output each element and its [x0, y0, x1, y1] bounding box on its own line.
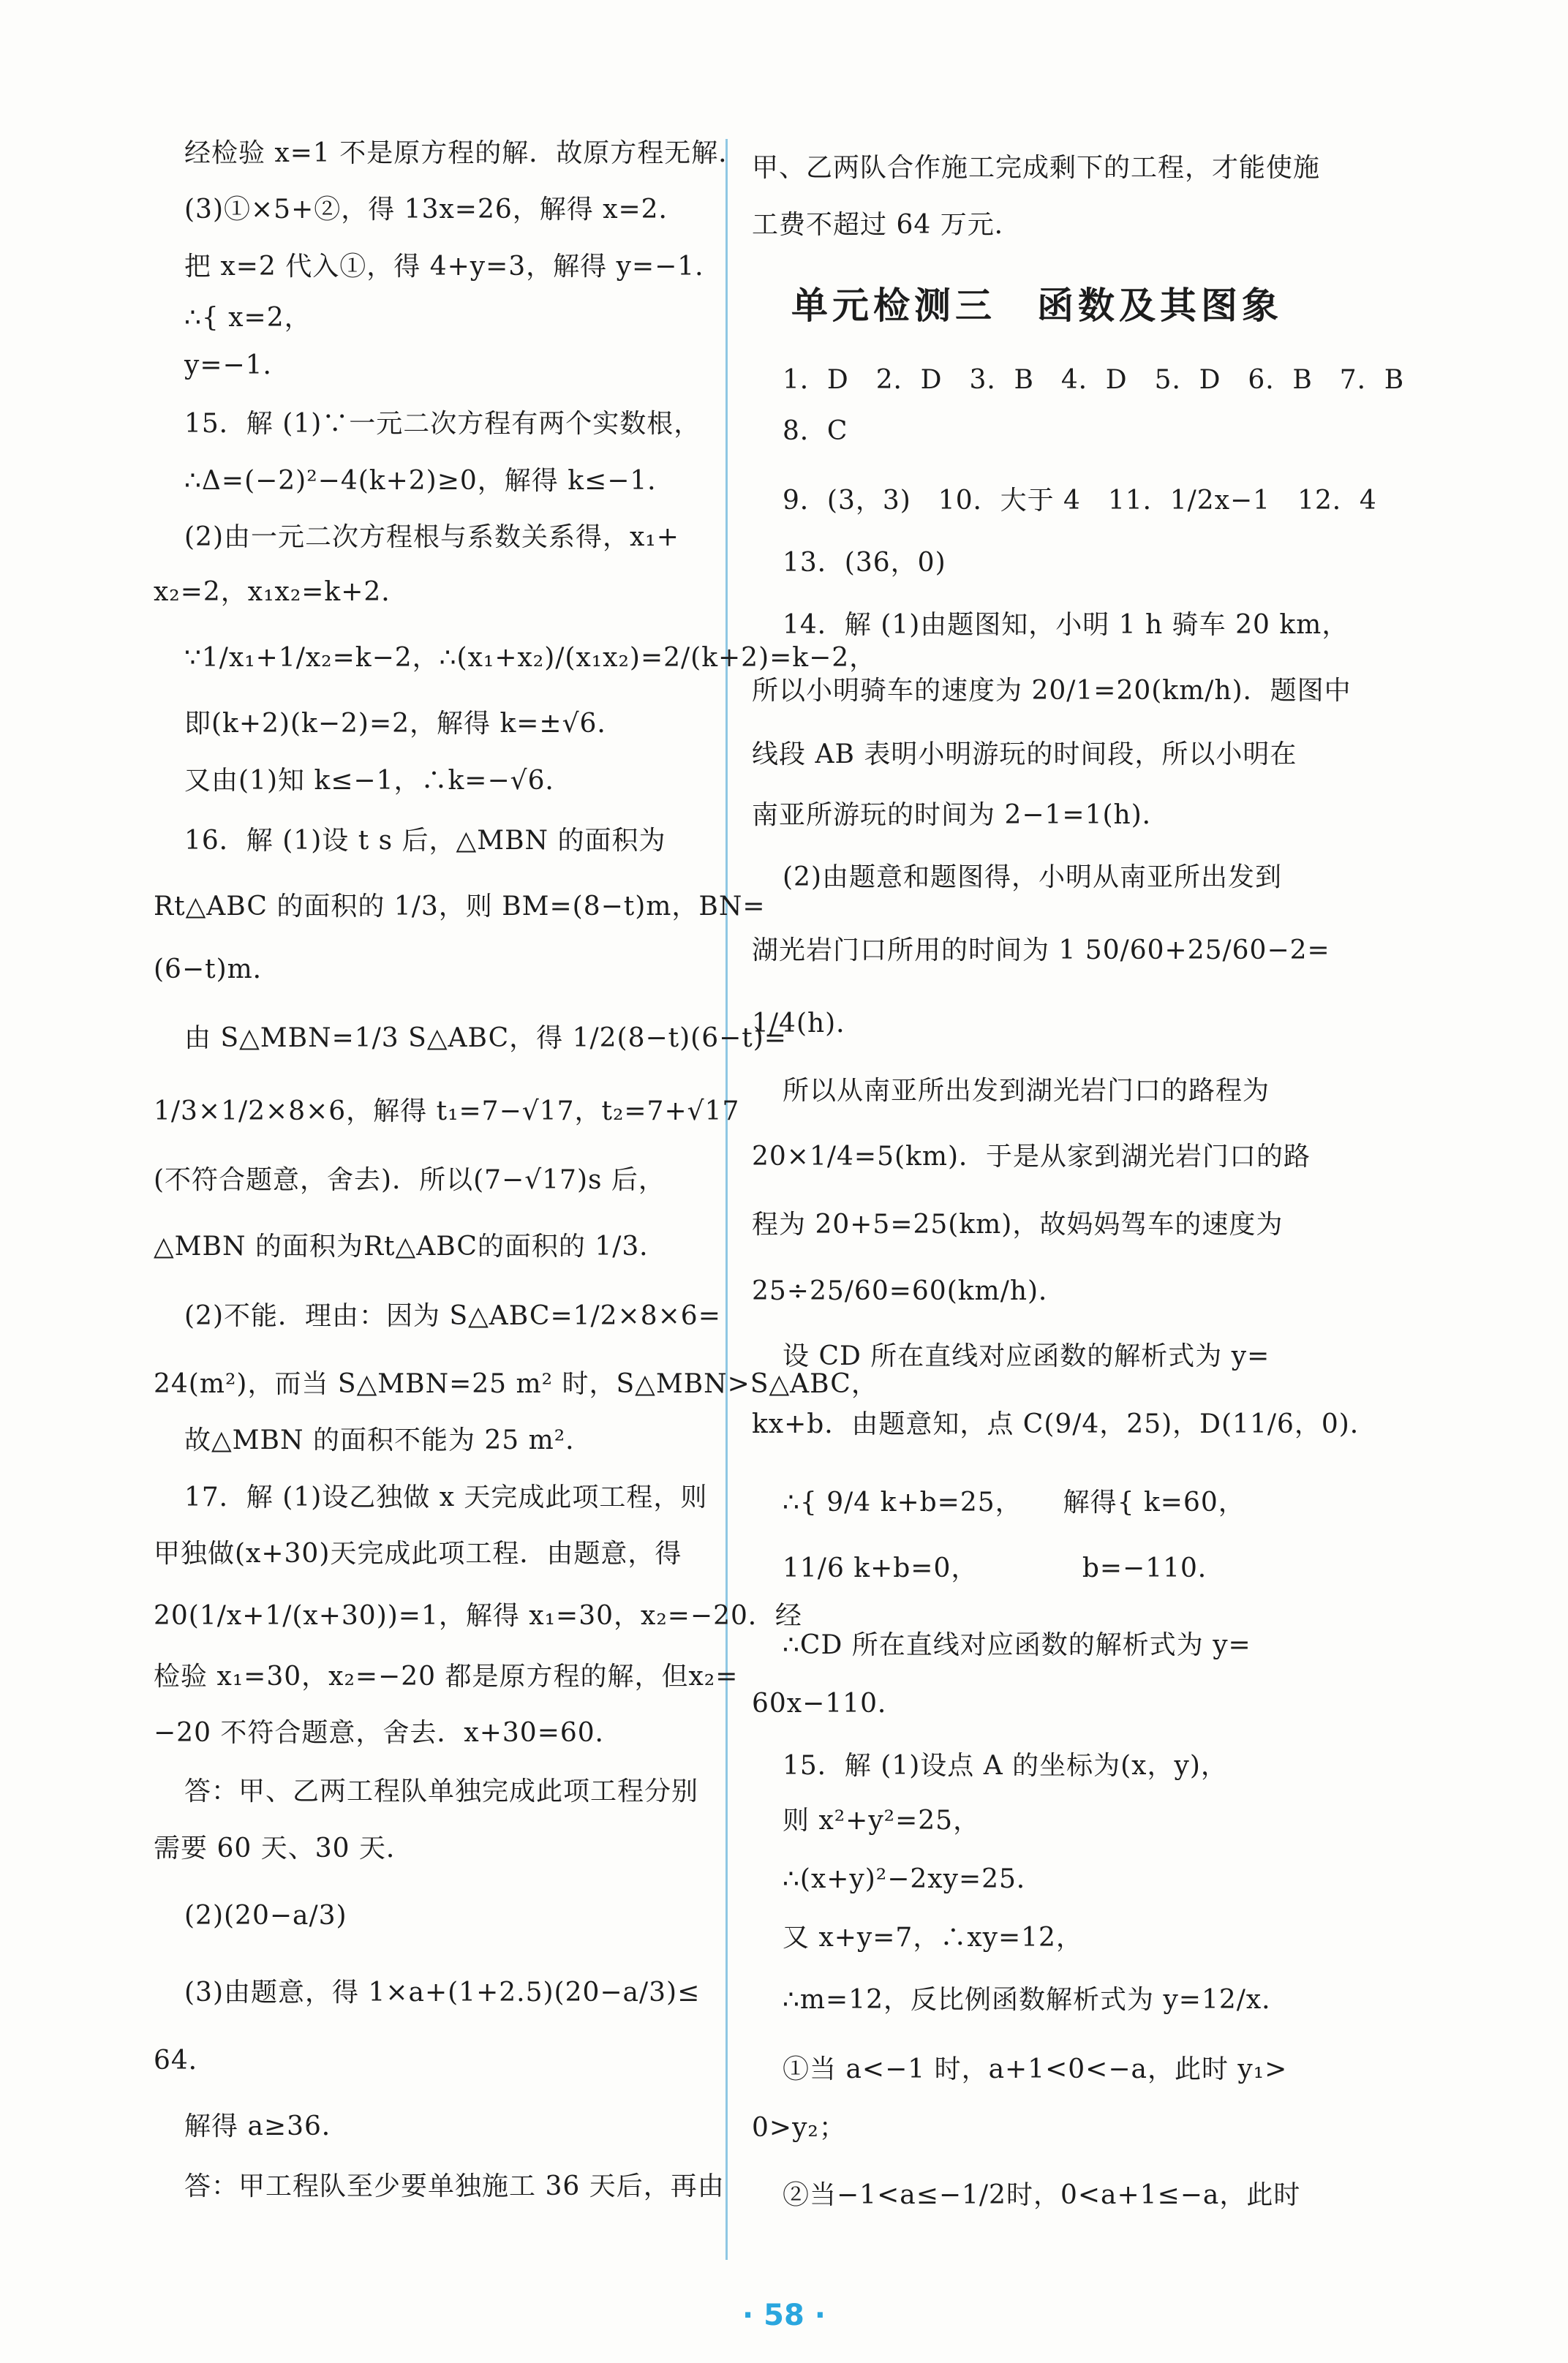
text-line: 则 x²+y²=25， — [783, 1806, 981, 1836]
text-line: 经检验 x=1 不是原方程的解．故原方程无解． — [184, 138, 746, 168]
text-line: 甲、乙两队合作施工完成剩下的工程，才能使施 — [752, 153, 1321, 183]
text-line: 线段 AB 表明小明游玩的时间段，所以小明在 — [752, 739, 1297, 769]
text-line: 0>y₂； — [752, 2113, 846, 2143]
text-line: 所以从南亚所出发到湖光岩门口的路程为 — [783, 1076, 1270, 1106]
text-line: ∴Δ=(−2)²−4(k+2)≥0，解得 k≤−1． — [184, 466, 675, 496]
text-line: 由 S△MBN=1/3 S△ABC，得 1/2(8−t)(6−t)= — [184, 1023, 787, 1053]
text-line: 16．解 (1)设 t s 后，△MBN 的面积为 — [184, 826, 666, 856]
text-line: ∴{ 9/4 k+b=25， 解得{ k=60， — [783, 1488, 1245, 1518]
text-line: ∴CD 所在直线对应函数的解析式为 y= — [783, 1630, 1251, 1660]
text-line: 9．(3，3) 10．大于 4 11．1/2x−1 12．4 — [783, 486, 1377, 516]
text-line: 17．解 (1)设乙独做 x 天完成此项工程，则 — [184, 1482, 708, 1512]
text-line: △MBN 的面积为Rt△ABC的面积的 1/3． — [154, 1232, 667, 1262]
text-line: 设 CD 所在直线对应函数的解析式为 y= — [783, 1341, 1270, 1371]
text-line: (6−t)m． — [154, 954, 280, 984]
text-line: 25÷25/60=60(km/h)． — [752, 1276, 1066, 1306]
text-line: 15．解 (1)设点 A 的坐标为(x，y)， — [783, 1751, 1228, 1781]
text-line: ∴m=12，反比例函数解析式为 y=12/x． — [783, 1985, 1289, 2015]
text-line: 故△MBN 的面积不能为 25 m²． — [184, 1425, 593, 1455]
text-line: ①当 a<−1 时，a+1<0<−a，此时 y₁> — [783, 2054, 1288, 2084]
text-line: y=−1． — [184, 350, 290, 380]
text-line: 把 x=2 代入①，得 4+y=3，解得 y=−1． — [184, 252, 723, 282]
text-line: −20 不符合题意，舍去．x+30=60． — [154, 1718, 622, 1748]
text-line: kx+b．由题意知，点 C(9/4，25)，D(11/6，0)． — [752, 1409, 1377, 1439]
text-line: ∴{ x=2， — [184, 303, 312, 333]
text-line: 所以小明骑车的速度为 20/1=20(km/h)．题图中 — [752, 676, 1352, 706]
text-line: 1/3×1/2×8×6，解得 t₁=7−√17，t₂=7+√17 — [154, 1096, 740, 1126]
text-line: 20(1/x+1/(x+30))=1，解得 x₁=30，x₂=−20．经 — [154, 1601, 802, 1631]
text-line: (2)由一元二次方程根与系数关系得，x₁+ — [184, 522, 679, 552]
text-line: 即(k+2)(k−2)=2，解得 k=±√6． — [184, 709, 625, 739]
text-line: 答：甲、乙两工程队单独完成此项工程分别 — [184, 1776, 699, 1806]
text-line: ∴(x+y)²−2xy=25． — [783, 1864, 1044, 1894]
text-line: 11/6 k+b=0， b=−110． — [783, 1553, 1225, 1583]
text-line: 湖光岩门口所用的时间为 1 50/60+25/60−2= — [752, 935, 1330, 965]
text-line: 需要 60 天、30 天． — [154, 1834, 413, 1863]
text-line: (2)由题意和题图得，小明从南亚所出发到 — [783, 862, 1282, 892]
text-line: 又由(1)知 k≤−1，∴k=−√6． — [184, 766, 573, 796]
text-line: 解得 a≥36． — [184, 2111, 349, 2141]
text-line: 程为 20+5=25(km)，故妈妈驾车的速度为 — [752, 1210, 1284, 1240]
text-line: 又 x+y=7，∴xy=12， — [783, 1923, 1083, 1953]
text-line: 1/4(h)． — [752, 1009, 864, 1039]
text-line: (3)①×5+②，得 13x=26，解得 x=2． — [184, 195, 686, 225]
text-line: 1．D 2．D 3．B 4．D 5．D 6．B 7．B — [783, 365, 1405, 395]
text-line: 24(m²)，而当 S△MBN=25 m² 时，S△MBN>S△ABC， — [154, 1369, 878, 1399]
text-line: 60x−110． — [752, 1689, 905, 1719]
column-divider — [725, 139, 728, 2260]
text-line: 15．解 (1)∵一元二次方程有两个实数根， — [184, 409, 701, 439]
text-line: (不符合题意，舍去)．所以(7−√17)s 后， — [154, 1165, 666, 1195]
text-line: 甲独做(x+30)天完成此项工程．由题意，得 — [154, 1539, 682, 1569]
text-line: x₂=2，x₁x₂=k+2． — [154, 577, 409, 607]
text-line: 64． — [154, 2046, 216, 2076]
text-line: 检验 x₁=30，x₂=−20 都是原方程的解，但x₂= — [154, 1662, 739, 1692]
page-number: · 58 · — [742, 2299, 826, 2332]
text-line: (2)不能．理由：因为 S△ABC=1/2×8×6= — [184, 1301, 721, 1331]
text-line: Rt△ABC 的面积的 1/3，则 BM=(8−t)m，BN= — [154, 892, 766, 922]
text-line: 14．解 (1)由题图知，小明 1 h 骑车 20 km， — [783, 610, 1349, 640]
text-line: ∵1/x₁+1/x₂=k−2，∴(x₁+x₂)/(x₁x₂)=2/(k+2)=k−2， — [184, 643, 877, 673]
text-line: (2)(20−a/3) — [184, 1901, 347, 1931]
text-line: 13．(36，0) — [783, 548, 946, 578]
section-title: 单元检测三 函数及其图象 — [791, 284, 1283, 327]
text-line: 南亚所游玩的时间为 2−1=1(h)． — [752, 800, 1169, 830]
text-line: 工费不超过 64 万元． — [752, 210, 1022, 240]
text-line: 答：甲工程队至少要单独施工 36 天后，再由 — [184, 2171, 725, 2201]
text-line: 8．C — [783, 416, 848, 446]
text-line: 20×1/4=5(km)．于是从家到湖光岩门口的路 — [752, 1142, 1311, 1172]
text-line: ②当−1<a≤−1/2时，0<a+1≤−a，此时 — [783, 2180, 1301, 2210]
text-line: (3)由题意，得 1×a+(1+2.5)(20−a/3)≤ — [184, 1978, 701, 2008]
